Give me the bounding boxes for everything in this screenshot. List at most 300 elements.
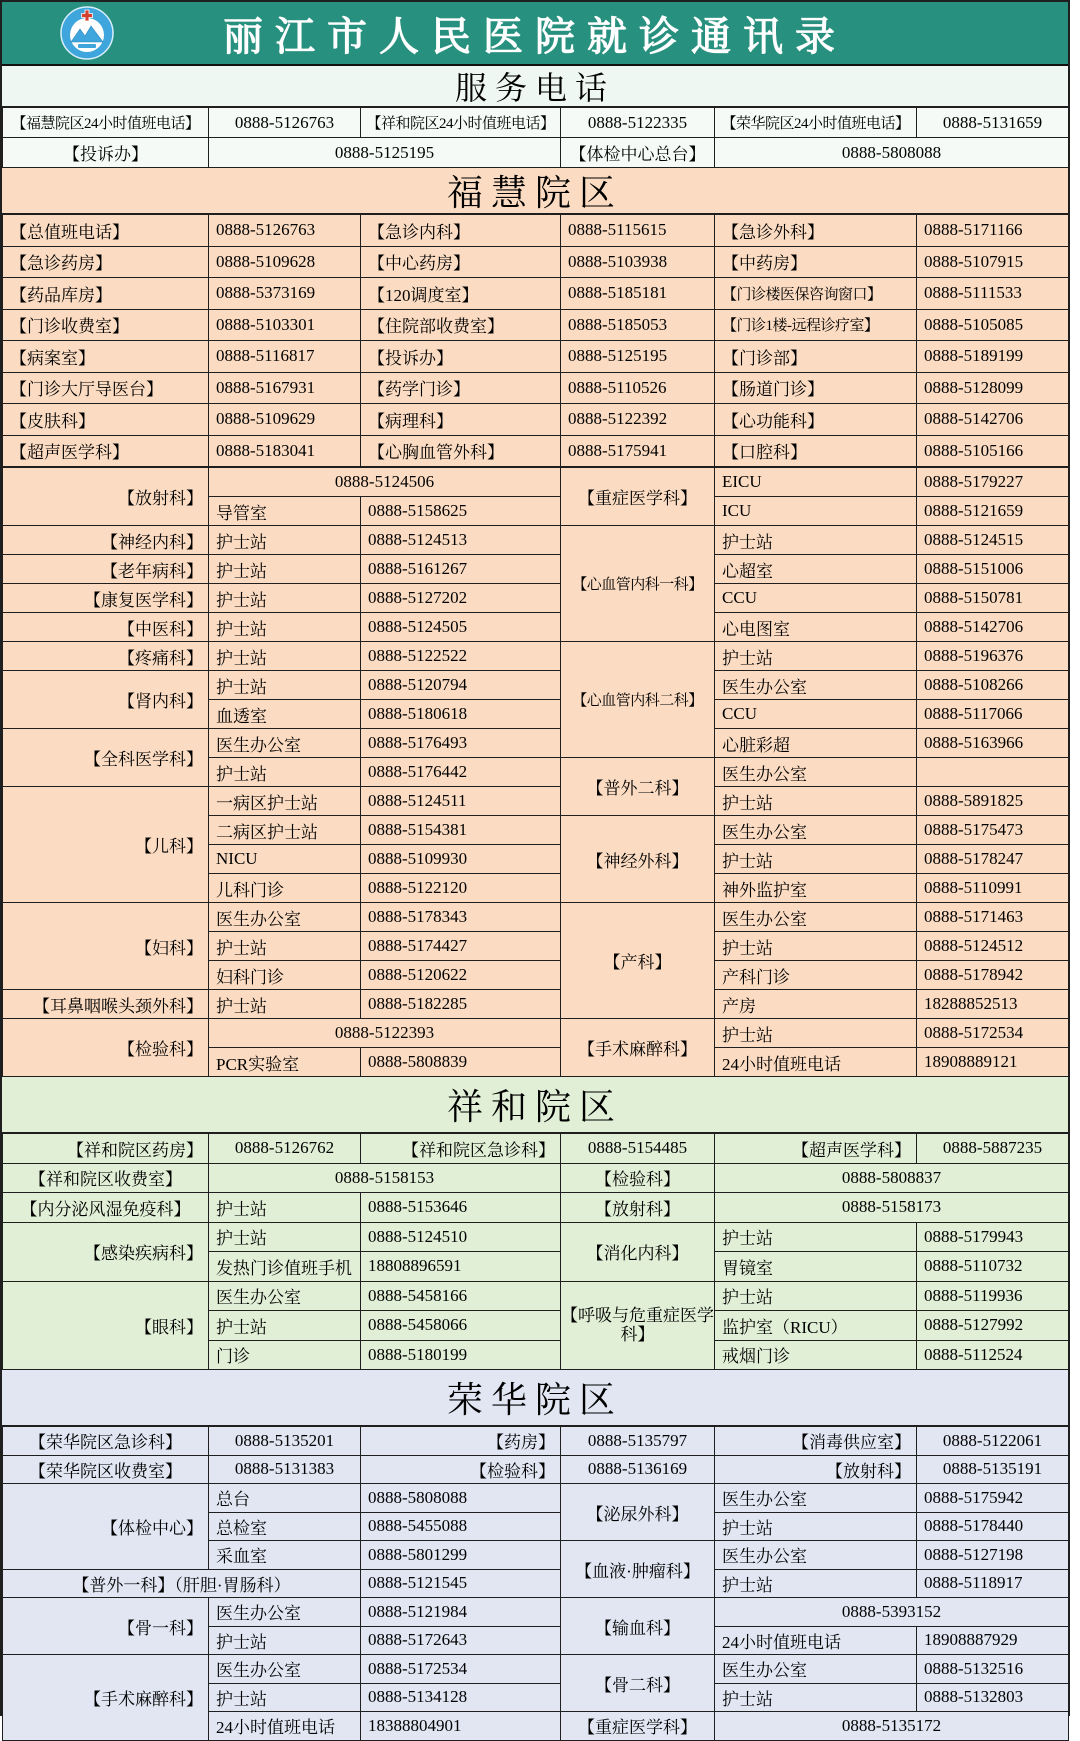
- room-label: 医生办公室: [715, 671, 917, 700]
- room-label: PCR实验室: [209, 1048, 361, 1077]
- dept-label: 【祥和院区收费室】: [3, 1163, 209, 1193]
- room-label: 护士站: [715, 1683, 917, 1712]
- phone-number: 0888-5126763: [209, 215, 361, 247]
- table-row: [3, 1484, 1069, 1513]
- dept-label: 【药学门诊】: [361, 372, 561, 404]
- phone-number: 0888-5801299: [361, 1541, 561, 1570]
- room-label: 医生办公室: [209, 1655, 361, 1684]
- dept-group-label: 【骨二科】: [561, 1655, 715, 1712]
- dept-group-label: 【产科】: [561, 903, 715, 1019]
- phone-number: 0888-5196376: [917, 642, 1069, 671]
- phone-number: 0888-5808088: [715, 138, 1069, 168]
- phone-number: 0888-5182285: [361, 990, 561, 1019]
- dept-label: 【心胸血管外科】: [361, 435, 561, 467]
- room-label: 护士站: [715, 1512, 917, 1541]
- ronghua-section-title: [2, 1370, 1068, 1426]
- phone-number: 0888-5131383: [209, 1455, 361, 1484]
- phone-number: 0888-5121545: [361, 1569, 561, 1598]
- phone-number: 0888-5122393: [209, 1019, 561, 1048]
- phone-number: 0888-5120622: [361, 961, 561, 990]
- phone-number: 0888-5458166: [361, 1281, 561, 1311]
- phone-number: 0888-5124506: [209, 468, 561, 497]
- table-row: [3, 1655, 1069, 1684]
- room-label: 护士站: [715, 1569, 917, 1598]
- phone-number: 0888-5127202: [361, 584, 561, 613]
- table-row: [3, 1598, 1069, 1627]
- room-label: 护士站: [715, 1019, 917, 1048]
- room-label: 护士站: [209, 1683, 361, 1712]
- phone-number: 0888-5887235: [917, 1134, 1069, 1164]
- table-row: [3, 435, 1069, 467]
- phone-number: 18908887929: [917, 1626, 1069, 1655]
- section-title-text: 服务电话: [454, 70, 615, 106]
- phone-number: 0888-5124505: [361, 613, 561, 642]
- room-label: 护士站: [715, 526, 917, 555]
- dept-label: 【祥和院区急诊科】: [361, 1134, 561, 1164]
- phone-number: 0888-5172534: [917, 1019, 1069, 1048]
- phone-number: 0888-5122061: [917, 1427, 1069, 1456]
- dept-group-label: 【呼吸与危重症医学科】: [561, 1281, 715, 1370]
- phone-number: 18288852513: [917, 990, 1069, 1019]
- phone-number: 0888-5172534: [361, 1655, 561, 1684]
- phone-number: 0888-5189199: [917, 341, 1069, 373]
- table-row: [3, 990, 1069, 1019]
- table-row: [3, 526, 1069, 555]
- dept-label: 【药品库房】: [3, 278, 209, 310]
- section-title-text: 荣华院区: [446, 1380, 623, 1420]
- phone-number: 0888-5127992: [917, 1311, 1069, 1341]
- table-row: [3, 613, 1069, 642]
- dept-label: 【消毒供应室】: [715, 1427, 917, 1456]
- phone-number: 0888-5109628: [209, 246, 361, 278]
- page-title: 丽江市人民医院就诊通讯录: [223, 13, 847, 59]
- table-row: [3, 1193, 1069, 1223]
- room-label: 护士站: [209, 642, 361, 671]
- phone-number: 0888-5111533: [917, 278, 1069, 310]
- phone-number: 0888-5185053: [561, 309, 715, 341]
- phone-number: 0888-5132516: [917, 1655, 1069, 1684]
- section-title-text: 祥和院区: [446, 1087, 623, 1127]
- dept-group-label: 【重症医学科】: [561, 468, 715, 526]
- phone-number: 0888-5808088: [361, 1484, 561, 1513]
- ronghua-table: [2, 1426, 1069, 1741]
- phone-number: 0888-5109629: [209, 404, 361, 436]
- table-row: [3, 1455, 1069, 1484]
- room-label: 医生办公室: [715, 1541, 917, 1570]
- dept-label: 【荣华院区急诊科】: [3, 1427, 209, 1456]
- dept-label: 【放射科】: [561, 1193, 715, 1223]
- phone-number: 0888-5110526: [561, 372, 715, 404]
- room-label: CCU: [715, 700, 917, 729]
- fuhui-department-table: [2, 467, 1069, 1077]
- phone-number: 0888-5175941: [561, 435, 715, 467]
- phone-number: 0888-5185181: [561, 278, 715, 310]
- table-row: [3, 787, 1069, 816]
- room-label: EICU: [715, 468, 917, 497]
- phone-number: 0888-5135797: [561, 1427, 715, 1456]
- phone-number: 0888-5124515: [917, 526, 1069, 555]
- phone-number: 0888-5151006: [917, 555, 1069, 584]
- dept-group-label: 【全科医学科】: [3, 729, 209, 787]
- dept-group-label: 【儿科】: [3, 787, 209, 903]
- phone-number: 0888-5119936: [917, 1281, 1069, 1311]
- dept-label: 【投诉办】: [3, 138, 209, 168]
- phone-number: 0888-5124513: [361, 526, 561, 555]
- room-label: 医生办公室: [209, 903, 361, 932]
- room-label: 护士站: [715, 1281, 917, 1311]
- phone-number: 0888-5120794: [361, 671, 561, 700]
- phone-number: 0888-5373169: [209, 278, 361, 310]
- table-row: [3, 584, 1069, 613]
- dept-label: 【检验科】: [561, 1163, 715, 1193]
- phone-number: 18388804901: [361, 1712, 561, 1741]
- dept-group-label: 【骨一科】: [3, 1598, 209, 1655]
- table-row: [3, 215, 1069, 247]
- phone-number: 0888-5179943: [917, 1222, 1069, 1252]
- room-label: 护士站: [209, 584, 361, 613]
- dept-label: 【疼痛科】: [3, 642, 209, 671]
- xianghe-table: [2, 1133, 1069, 1370]
- phone-number: 0888-5134128: [361, 1683, 561, 1712]
- phone-number: 0888-5154381: [361, 816, 561, 845]
- phone-number: 0888-5175942: [917, 1484, 1069, 1513]
- phone-number: 0888-5124512: [917, 932, 1069, 961]
- dept-group-label: 【输血科】: [561, 1598, 715, 1655]
- dept-group-label: 【普外二科】: [561, 758, 715, 816]
- phone-number: 0888-5891825: [917, 787, 1069, 816]
- dept-label: 【检验科】: [361, 1455, 561, 1484]
- room-label: 医生办公室: [209, 729, 361, 758]
- phone-number: 0888-5107915: [917, 246, 1069, 278]
- phone-number: 0888-5176493: [361, 729, 561, 758]
- room-label: 总台: [209, 1484, 361, 1513]
- fuhui-simple-table: [2, 214, 1069, 467]
- dept-group-label: 【放射科】: [3, 468, 209, 526]
- phone-number: 0888-5163966: [917, 729, 1069, 758]
- phone-number: 0888-5161267: [361, 555, 561, 584]
- table-row: [3, 671, 1069, 700]
- room-label: 护士站: [715, 932, 917, 961]
- phone-number: 0888-5105085: [917, 309, 1069, 341]
- room-label: 护士站: [209, 671, 361, 700]
- phone-number: 0888-5108266: [917, 671, 1069, 700]
- room-label: 门诊: [209, 1340, 361, 1370]
- phone-number: 0888-5167931: [209, 372, 361, 404]
- phone-number: 0888-5150781: [917, 584, 1069, 613]
- dept-label: 【门诊收费室】: [3, 309, 209, 341]
- empty-cell: [917, 758, 1069, 787]
- phone-number: 0888-5176442: [361, 758, 561, 787]
- dept-label: 【内分泌风湿免疫科】: [3, 1193, 209, 1223]
- dept-label: 【急诊外科】: [715, 215, 917, 247]
- dept-group-label: 【眼科】: [3, 1281, 209, 1370]
- room-label: 护士站: [209, 932, 361, 961]
- room-label: 医生办公室: [715, 758, 917, 787]
- room-label: 护士站: [209, 1193, 361, 1223]
- service-table: [2, 107, 1069, 168]
- room-label: 心电图室: [715, 613, 917, 642]
- room-label: 发热门诊值班手机: [209, 1252, 361, 1282]
- phone-number: 0888-5112524: [917, 1340, 1069, 1370]
- room-label: ICU: [715, 497, 917, 526]
- dept-label: 【肠道门诊】: [715, 372, 917, 404]
- phone-number: 0888-5808839: [361, 1048, 561, 1077]
- room-label: 神外监护室: [715, 874, 917, 903]
- phone-number: 0888-5158625: [361, 497, 561, 526]
- phone-number: 0888-5128099: [917, 372, 1069, 404]
- dept-group-label: 【感染疾病科】: [3, 1222, 209, 1281]
- phone-number: 0888-5103301: [209, 309, 361, 341]
- phone-number: 0888-5121984: [361, 1598, 561, 1627]
- dept-label: 【门诊部】: [715, 341, 917, 373]
- dept-label: 【门诊1楼-远程诊疗室】: [715, 309, 917, 341]
- table-row: [3, 278, 1069, 310]
- dept-group-label: 【心血管内科二科】: [561, 642, 715, 758]
- room-label: 护士站: [715, 1222, 917, 1252]
- room-label: 采血室: [209, 1541, 361, 1570]
- room-label: 戒烟门诊: [715, 1340, 917, 1370]
- room-label: 产房: [715, 990, 917, 1019]
- dept-label: 【普外一科】（肝胆·胃肠科）: [3, 1569, 361, 1598]
- dept-label: 【中医科】: [3, 613, 209, 642]
- room-label: 医生办公室: [715, 903, 917, 932]
- room-label: 血透室: [209, 700, 361, 729]
- table-row: [3, 1134, 1069, 1164]
- phone-number: 0888-5174427: [361, 932, 561, 961]
- dept-group-label: 【妇科】: [3, 903, 209, 990]
- room-label: 护士站: [209, 555, 361, 584]
- dept-label: 【口腔科】: [715, 435, 917, 467]
- dept-label: 【药房】: [361, 1427, 561, 1456]
- phone-number: 0888-5142706: [917, 404, 1069, 436]
- phone-number: 0888-5122120: [361, 874, 561, 903]
- room-label: 护士站: [209, 758, 361, 787]
- dept-label: 【中心药房】: [361, 246, 561, 278]
- phone-number: 0888-5122522: [361, 642, 561, 671]
- phone-number: 0888-5136169: [561, 1455, 715, 1484]
- table-row: [3, 1163, 1069, 1193]
- room-label: 护士站: [209, 526, 361, 555]
- room-label: 心超室: [715, 555, 917, 584]
- phone-number: 0888-5180618: [361, 700, 561, 729]
- phone-number: 0888-5135201: [209, 1427, 361, 1456]
- phone-number: 0888-5158153: [209, 1163, 561, 1193]
- phone-number: 0888-5175473: [917, 816, 1069, 845]
- masthead: [2, 2, 1068, 66]
- dept-label: 【福慧院区24小时值班电话】: [3, 108, 209, 138]
- phone-number: 0888-5124511: [361, 787, 561, 816]
- phone-number: 0888-5103938: [561, 246, 715, 278]
- table-row: [3, 642, 1069, 671]
- dept-label: 【老年病科】: [3, 555, 209, 584]
- table-row: [3, 404, 1069, 436]
- dept-label: 【急诊内科】: [361, 215, 561, 247]
- phone-number: 0888-5126762: [209, 1134, 361, 1164]
- table-row: [3, 138, 1069, 168]
- phone-number: 0888-5132803: [917, 1683, 1069, 1712]
- room-label: 医生办公室: [209, 1281, 361, 1311]
- phone-number: 0888-5116817: [209, 341, 361, 373]
- xianghe-section-title: [2, 1077, 1068, 1133]
- dept-label: 【心功能科】: [715, 404, 917, 436]
- room-label: 一病区护士站: [209, 787, 361, 816]
- dept-label: 【急诊药房】: [3, 246, 209, 278]
- table-row: [3, 903, 1069, 932]
- dept-label: 【荣华院区24小时值班电话】: [715, 108, 917, 138]
- dept-group-label: 【心血管内科一科】: [561, 526, 715, 642]
- phone-number: 0888-5122392: [561, 404, 715, 436]
- table-row: [3, 1281, 1069, 1311]
- phone-number: 0888-5125195: [209, 138, 561, 168]
- dept-group-label: 【肾内科】: [3, 671, 209, 729]
- room-label: 护士站: [715, 787, 917, 816]
- room-label: 医生办公室: [715, 1484, 917, 1513]
- dept-group-label: 【手术麻醉科】: [3, 1655, 209, 1741]
- room-label: 24小时值班电话: [715, 1048, 917, 1077]
- hospital-logo: [60, 6, 114, 60]
- room-label: CCU: [715, 584, 917, 613]
- room-label: 护士站: [715, 845, 917, 874]
- phone-number: 0888-5178343: [361, 903, 561, 932]
- phone-number: 0888-5808837: [715, 1163, 1069, 1193]
- room-label: 产科门诊: [715, 961, 917, 990]
- dept-label: 【神经内科】: [3, 526, 209, 555]
- room-label: 24小时值班电话: [715, 1626, 917, 1655]
- phone-number: 0888-5142706: [917, 613, 1069, 642]
- phone-number: 0888-5180199: [361, 1340, 561, 1370]
- room-label: 妇科门诊: [209, 961, 361, 990]
- room-label: NICU: [209, 845, 361, 874]
- phone-number: 0888-5458066: [361, 1311, 561, 1341]
- dept-label: 【超声医学科】: [3, 435, 209, 467]
- table-row: [3, 372, 1069, 404]
- phone-number: 0888-5171463: [917, 903, 1069, 932]
- dept-label: 【病理科】: [361, 404, 561, 436]
- table-row: [3, 555, 1069, 584]
- phone-number: 0888-5110732: [917, 1252, 1069, 1282]
- dept-label: 【荣华院区收费室】: [3, 1455, 209, 1484]
- phone-number: 0888-5121659: [917, 497, 1069, 526]
- phone-number: 18808896591: [361, 1252, 561, 1282]
- phone-number: 0888-5127198: [917, 1541, 1069, 1570]
- dept-label: 【超声医学科】: [715, 1134, 917, 1164]
- phone-number: 0888-5154485: [561, 1134, 715, 1164]
- table-row: [3, 246, 1069, 278]
- phone-number: 0888-5110991: [917, 874, 1069, 903]
- room-label: 24小时值班电话: [209, 1712, 361, 1741]
- table-row: [3, 1019, 1069, 1048]
- room-label: 二病区护士站: [209, 816, 361, 845]
- room-label: 医生办公室: [715, 1655, 917, 1684]
- table-row: [3, 729, 1069, 758]
- phone-number: 0888-5124510: [361, 1222, 561, 1252]
- dept-group-label: 【血液·肿瘤科】: [561, 1541, 715, 1598]
- phone-number: 0888-5179227: [917, 468, 1069, 497]
- room-label: 护士站: [209, 990, 361, 1019]
- phone-number: 0888-5122335: [561, 108, 715, 138]
- phone-number: 0888-5126763: [209, 108, 361, 138]
- phone-number: 0888-5118917: [917, 1569, 1069, 1598]
- phone-number: 0888-5455088: [361, 1512, 561, 1541]
- section-title-text: 福慧院区: [446, 173, 623, 213]
- room-label: 胃镜室: [715, 1252, 917, 1282]
- room-label: 护士站: [209, 1311, 361, 1341]
- table-row: [3, 468, 1069, 497]
- room-label: 护士站: [209, 1626, 361, 1655]
- table-row: [3, 341, 1069, 373]
- phone-number: 0888-5117066: [917, 700, 1069, 729]
- phone-number: 0888-5135191: [917, 1455, 1069, 1484]
- table-row: [3, 108, 1069, 138]
- phone-number: 0888-5131659: [917, 108, 1069, 138]
- dept-label: 【住院部收费室】: [361, 309, 561, 341]
- room-label: 医生办公室: [209, 1598, 361, 1627]
- room-label: 医生办公室: [715, 816, 917, 845]
- phone-number: 0888-5109930: [361, 845, 561, 874]
- dept-label: 【门诊楼医保咨询窗口】: [715, 278, 917, 310]
- dept-group-label: 【神经外科】: [561, 816, 715, 903]
- room-label: 导管室: [209, 497, 361, 526]
- dept-group-label: 【手术麻醉科】: [561, 1019, 715, 1077]
- dept-label: 【放射科】: [715, 1455, 917, 1484]
- dept-label: 【祥和院区24小时值班电话】: [361, 108, 561, 138]
- table-row: [3, 1569, 1069, 1598]
- table-row: [3, 1427, 1069, 1456]
- table-row: [3, 309, 1069, 341]
- fuhui-section-title: [2, 168, 1068, 214]
- phone-number: 0888-5178440: [917, 1512, 1069, 1541]
- dept-label: 【耳鼻咽喉头颈外科】: [3, 990, 209, 1019]
- phone-number: 18908889121: [917, 1048, 1069, 1077]
- phone-number: 0888-5153646: [361, 1193, 561, 1223]
- room-label: 监护室（RICU）: [715, 1311, 917, 1341]
- table-row: [3, 1222, 1069, 1252]
- dept-label: 【重症医学科】: [561, 1712, 715, 1741]
- dept-group-label: 【体检中心】: [3, 1484, 209, 1570]
- dept-label: 【中药房】: [715, 246, 917, 278]
- room-label: 护士站: [715, 642, 917, 671]
- phone-number: 0888-5125195: [561, 341, 715, 373]
- dept-label: 【病案室】: [3, 341, 209, 373]
- phone-number: 0888-5393152: [715, 1598, 1069, 1627]
- room-label: 儿科门诊: [209, 874, 361, 903]
- room-label: 护士站: [209, 1222, 361, 1252]
- dept-label: 【总值班电话】: [3, 215, 209, 247]
- dept-label: 【皮肤科】: [3, 404, 209, 436]
- phone-number: 0888-5172643: [361, 1626, 561, 1655]
- dept-label: 【祥和院区药房】: [3, 1134, 209, 1164]
- dept-label: 【体检中心总台】: [561, 138, 715, 168]
- phone-number: 0888-5171166: [917, 215, 1069, 247]
- room-label: 总检室: [209, 1512, 361, 1541]
- dept-label: 【康复医学科】: [3, 584, 209, 613]
- dept-group-label: 【消化内科】: [561, 1222, 715, 1281]
- phone-number: 0888-5135172: [715, 1712, 1069, 1741]
- room-label: 心脏彩超: [715, 729, 917, 758]
- phone-number: 0888-5158173: [715, 1193, 1069, 1223]
- service-section-title: [2, 66, 1068, 107]
- phone-number: 0888-5105166: [917, 435, 1069, 467]
- phone-number: 0888-5115615: [561, 215, 715, 247]
- phone-number: 0888-5178247: [917, 845, 1069, 874]
- dept-group-label: 【泌尿外科】: [561, 1484, 715, 1541]
- dept-label: 【门诊大厅导医台】: [3, 372, 209, 404]
- phone-number: 0888-5178942: [917, 961, 1069, 990]
- phone-number: 0888-5183041: [209, 435, 361, 467]
- dept-label: 【120调度室】: [361, 278, 561, 310]
- dept-group-label: 【检验科】: [3, 1019, 209, 1077]
- dept-label: 【投诉办】: [361, 341, 561, 373]
